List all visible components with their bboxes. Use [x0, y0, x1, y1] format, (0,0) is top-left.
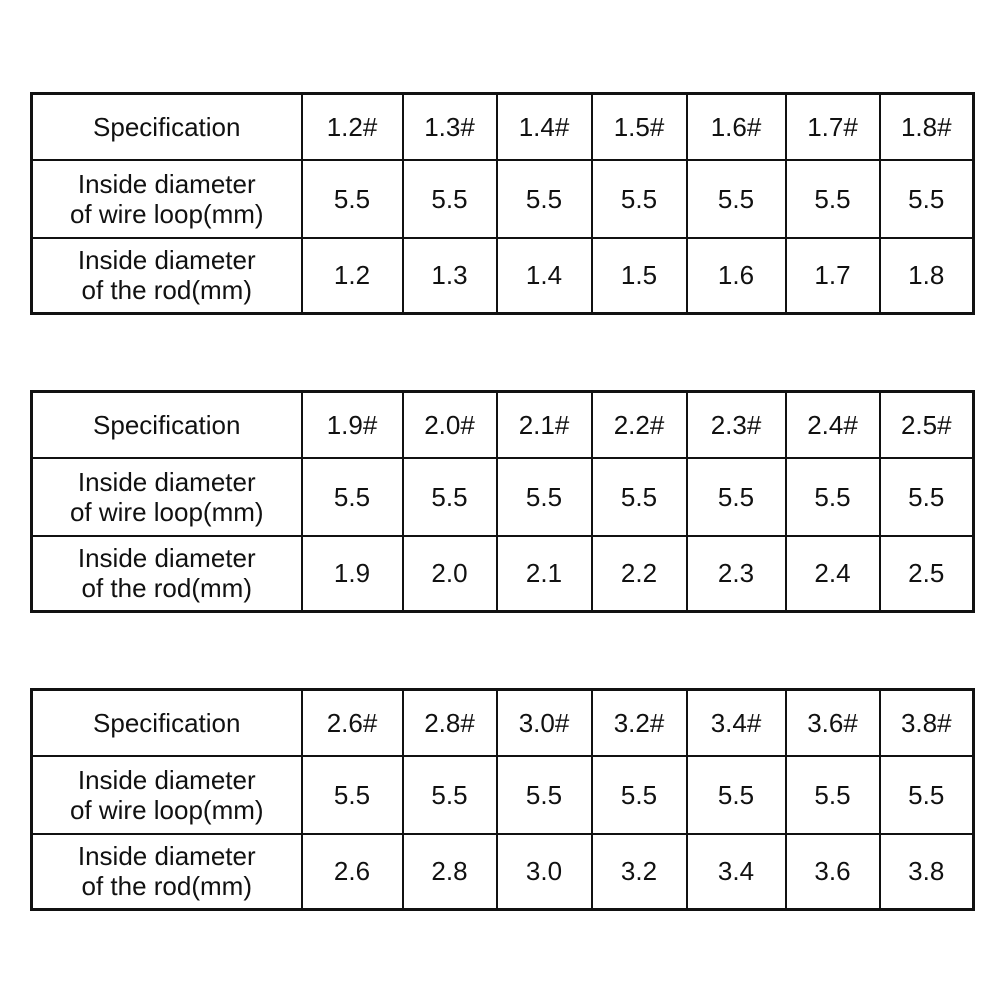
specification-row	[32, 690, 974, 756]
spec-cell: 2.3#	[687, 392, 786, 458]
wire-loop-label-line2: of wire loop(mm)	[69, 198, 264, 229]
rod-cell: 3.6	[786, 834, 880, 910]
rod-label	[32, 536, 302, 612]
rod-cell: 2.3	[687, 536, 786, 612]
rod-row	[32, 238, 974, 314]
spec-cell: 1.8#	[880, 94, 974, 160]
wire-loop-cell: 5.5	[687, 160, 786, 238]
wire-loop-label-line1: Inside diameter	[77, 466, 256, 497]
rod-cell: 2.0	[403, 536, 497, 612]
spec-cell: 1.6#	[687, 94, 786, 160]
rod-label-line2: of the rod(mm)	[81, 871, 252, 902]
wire-loop-cell: 5.5	[880, 160, 974, 238]
wire-loop-label	[32, 756, 302, 834]
wire-loop-cell: 5.5	[786, 160, 880, 238]
spec-cell: 3.8#	[880, 690, 974, 756]
wire-loop-cell: 5.5	[497, 756, 592, 834]
wire-loop-cell: 5.5	[403, 458, 497, 536]
rod-cell: 1.7	[786, 238, 880, 314]
wire-loop-cell: 5.5	[687, 756, 786, 834]
spec-cell: 2.8#	[403, 690, 497, 756]
specification-row	[32, 94, 974, 160]
rod-label	[32, 238, 302, 314]
spec-cell: 1.4#	[497, 94, 592, 160]
rod-cell: 1.4	[497, 238, 592, 314]
wire-loop-label-line2: of wire loop(mm)	[69, 794, 264, 825]
spec-cell: 1.9#	[302, 392, 403, 458]
spec-cell: 3.0#	[497, 690, 592, 756]
spec-cell: 2.0#	[403, 392, 497, 458]
spec-cell: 3.6#	[786, 690, 880, 756]
wire-loop-cell: 5.5	[592, 756, 687, 834]
wire-loop-cell: 5.5	[786, 756, 880, 834]
wire-loop-label-line1: Inside diameter	[77, 168, 256, 199]
wire-loop-cell: 5.5	[403, 756, 497, 834]
wire-loop-cell: 5.5	[302, 756, 403, 834]
rod-label-line1: Inside diameter	[77, 245, 256, 276]
wire-loop-row	[32, 756, 974, 834]
rod-cell: 1.5	[592, 238, 687, 314]
rod-cell: 1.8	[880, 238, 974, 314]
spec-cell: 2.5#	[880, 392, 974, 458]
wire-loop-cell: 5.5	[592, 160, 687, 238]
rod-cell: 2.8	[403, 834, 497, 910]
rod-label-line1: Inside diameter	[77, 841, 256, 872]
wire-loop-label	[32, 160, 302, 238]
rod-row	[32, 834, 974, 910]
wire-loop-cell: 5.5	[687, 458, 786, 536]
rod-cell: 2.6	[302, 834, 403, 910]
wire-loop-cell: 5.5	[880, 756, 974, 834]
spec-cell: 1.5#	[592, 94, 687, 160]
rod-cell: 1.9	[302, 536, 403, 612]
rod-cell: 3.4	[687, 834, 786, 910]
wire-loop-row	[32, 458, 974, 536]
rod-label	[32, 834, 302, 910]
spec-table-1	[30, 92, 975, 315]
spec-cell: 2.2#	[592, 392, 687, 458]
rod-label-line1: Inside diameter	[77, 543, 256, 574]
rod-cell: 2.5	[880, 536, 974, 612]
specification-label: Specification	[32, 690, 302, 756]
wire-loop-cell: 5.5	[786, 458, 880, 536]
wire-loop-cell: 5.5	[497, 458, 592, 536]
spec-table-2	[30, 390, 975, 613]
rod-cell: 1.3	[403, 238, 497, 314]
wire-loop-cell: 5.5	[880, 458, 974, 536]
spec-cell: 1.2#	[302, 94, 403, 160]
specification-label: Specification	[32, 392, 302, 458]
wire-loop-label-line1: Inside diameter	[77, 764, 256, 795]
spec-cell: 2.6#	[302, 690, 403, 756]
rod-label-line2: of the rod(mm)	[81, 275, 252, 306]
spec-table-3	[30, 688, 975, 911]
wire-loop-label-line2: of wire loop(mm)	[69, 496, 264, 527]
spec-cell: 2.4#	[786, 392, 880, 458]
rod-cell: 2.1	[497, 536, 592, 612]
wire-loop-cell: 5.5	[592, 458, 687, 536]
wire-loop-label	[32, 458, 302, 536]
spec-cell: 1.3#	[403, 94, 497, 160]
wire-loop-cell: 5.5	[403, 160, 497, 238]
wire-loop-cell: 5.5	[302, 458, 403, 536]
specification-label: Specification	[32, 94, 302, 160]
rod-cell: 1.6	[687, 238, 786, 314]
rod-cell: 2.4	[786, 536, 880, 612]
spec-cell: 1.7#	[786, 94, 880, 160]
wire-loop-row	[32, 160, 974, 238]
spec-cell: 2.1#	[497, 392, 592, 458]
wire-loop-cell: 5.5	[497, 160, 592, 238]
spec-cell: 3.4#	[687, 690, 786, 756]
rod-row	[32, 536, 974, 612]
rod-label-line2: of the rod(mm)	[81, 573, 252, 604]
specification-row	[32, 392, 974, 458]
rod-cell: 3.2	[592, 834, 687, 910]
rod-cell: 3.8	[880, 834, 974, 910]
rod-cell: 2.2	[592, 536, 687, 612]
rod-cell: 3.0	[497, 834, 592, 910]
rod-cell: 1.2	[302, 238, 403, 314]
wire-loop-cell: 5.5	[302, 160, 403, 238]
spec-cell: 3.2#	[592, 690, 687, 756]
